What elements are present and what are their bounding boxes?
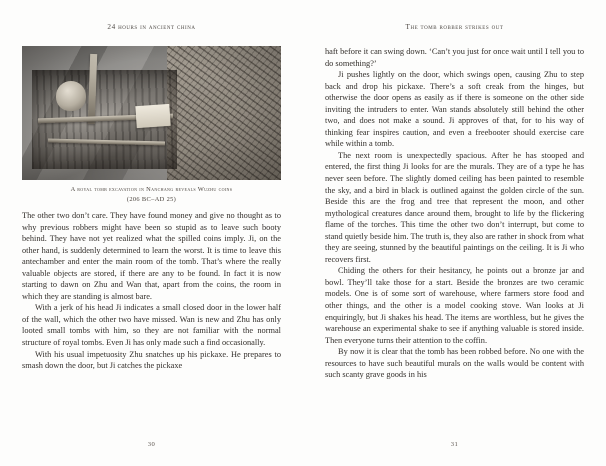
paragraph: By now it is clear that the tomb has been robbed before. No one with the resources to have such beautiful murals on the walls would be content with such scanty grave goods in his [325,347,584,380]
figure-caption-line-2: (206 BC–AD 25) [126,195,177,203]
paragraph: The other two don’t care. They have found money and give no thought as to why previous robbers might have been so stupid as to leave such booty behind. They have not yet realized what the spilled coins imply. Ji, on the other hand, is suddenly determined to learn the worst. It is time to leave this antechamber and enter the main room of the tomb. That’s where the really valuable objects are stored, if there are any to be found. In fact it is now starting to dawn on Zhu and Wan that, apart from the coins, the room in which they are standing is almost bare. [22,211,281,301]
page-number-left: 30 [147,441,156,448]
figure-caption-line-1: A royal tomb excavation in Nanchang reveals Wuzhu coins [70,186,233,193]
left-page-body-text [22,210,281,372]
paragraph: With a jerk of his head Ji indicates a small closed door in the lower half of the wall, which the other two have missed. Wan is new and Zhu has only looted small tombs with him, so they are not familiar with the normal structure of royal tombs. Even Ji has only made such a find occasionally. [22,303,281,348]
paragraph: Chiding the others for their hesitancy, he points out a bronze jar and bowl. They’ll take those for a start. Beside the bronzes are two ceramic models. One is of some sort of warehouse, where farmers store food and other things, and the other is a model cooking stove. Wan looks at Ji enquiringly, but Ji shakes his head. The items are worthless, but he gives the warehouse an experimental shake to see if anything valuable is stored inside. Then everyone turns their attention to the coffin. [325,266,584,345]
right-page [303,0,606,466]
page-gutter [303,0,304,466]
paragraph: haft before it can swing down. ‘Can’t you just for once wait until I tell you to do something?’ [325,47,584,68]
photo-vignette-overlay [22,46,281,180]
page-number-right: 31 [450,441,459,448]
paragraph: With his usual impetuosity Zhu snatches up his pickaxe. He prepares to smash down the door, but Ji catches the pickaxe [22,349,281,371]
figure-caption [26,185,278,204]
running-head-right: The tomb robber strikes out [405,23,504,31]
paragraph: The next room is unexpectedly spacious. After he has stooped and entered, the first thing Ji looks for are the murals. They are of a type he has never seen before. The slightly domed ceiling has been painted to resemble the sky, and a bird in black is outlined against the golden circle of the sun. Beside this are the frog and tree that represent the moon, and other mythological creatures dance around them, brought to life by the flickering flame of the torches. This time the other two don’t interrupt, but come to stand quietly beside him. The truth is, they also are rather in shock from what they are seeing, stunned by the beautiful paintings on the ceiling. It is Ji who recovers first. [325,150,584,264]
right-page-body-text [325,46,584,381]
running-head-left: 24 hours in ancient china [107,23,196,31]
paragraph: Ji pushes lightly on the door, which swings open, causing Zhu to step back and drop his pickaxe. There’s a soft creak from the hinges, but otherwise the door opens as easily as if there is someone on the other side inviting the intruders to enter. Wan stands absolutely still behind the other two, and does not make a sound. Ji approves of that, for to his way of thinking fear inspires caution, and even a freebooter should exercise care while within a tomb. [325,70,584,149]
tomb-excavation-photograph [22,46,281,180]
figure-tomb-excavation [22,46,281,204]
